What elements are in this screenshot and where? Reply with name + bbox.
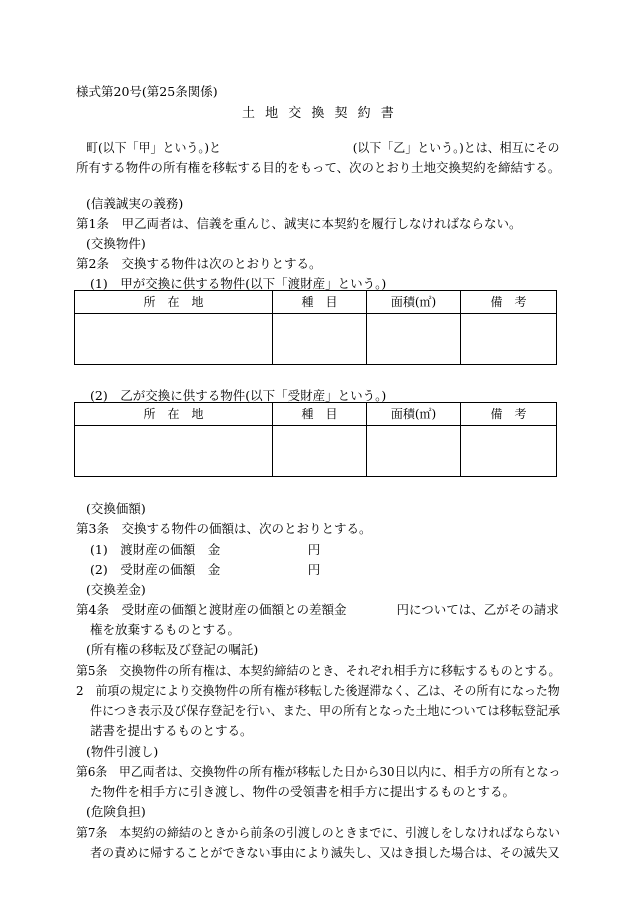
header-category: 種 目 [273, 403, 367, 426]
article-5-heading: (所有権の移転及び登記の嘱託) [86, 642, 259, 657]
header-location: 所 在 地 [75, 403, 273, 426]
header-category: 種 目 [273, 291, 367, 314]
form-number: 様式第20号(第25条関係) [76, 84, 218, 99]
preamble-line-2: 所有する物件の所有権を移転する目的をもって、次のとおり土地交換契約を締結する。 [76, 160, 561, 175]
article-3-heading: (交換価額) [86, 501, 146, 516]
cell-remarks[interactable] [461, 426, 557, 477]
header-remarks: 備 考 [461, 403, 557, 426]
article-7-heading: (危険負担) [86, 804, 146, 819]
table-1-caption: (1) 甲が交換に供する物件(以下「渡財産」という。) [90, 276, 387, 291]
cell-category[interactable] [273, 314, 367, 365]
article-7-line-1: 第7条 本契約の締結のときから前条の引渡しのときまでに、引渡しをしなければならない [76, 825, 560, 840]
cell-area[interactable] [367, 314, 461, 365]
header-location: 所 在 地 [75, 291, 273, 314]
receive-property-table [74, 402, 557, 477]
table-row [75, 426, 557, 477]
article-6-heading: (物件引渡し) [86, 744, 159, 759]
article-2-text: 第2条 交換する物件は次のとおりとする。 [76, 256, 322, 271]
article-6-line-1: 第6条 甲乙両者は、交換物件の所有権が移転した日から30日以内に、相手方の所有となっ [76, 764, 561, 779]
document-title: 土 地 交 換 契 約 書 [242, 106, 397, 121]
article-1-text: 第1条 甲乙両者は、信義を重んじ、誠実に本契約を履行しなければならない。 [76, 216, 522, 231]
article-3-item-2: (2) 受財産の価額 金 円 [90, 562, 321, 577]
cell-location[interactable] [75, 314, 273, 365]
article-5-paragraph-2-line-2: 件につき表示及び保存登記を行い、また、甲の所有となった土地については移転登記承 [90, 703, 561, 718]
table-header-row [75, 403, 557, 426]
header-area: 面積(㎡) [367, 403, 461, 426]
table-header-row [75, 291, 557, 314]
article-1-heading: (信義誠実の義務) [86, 196, 184, 211]
article-4-heading: (交換差金) [86, 582, 146, 597]
cell-category[interactable] [273, 426, 367, 477]
cell-area[interactable] [367, 426, 461, 477]
table-2-caption: (2) 乙が交換に供する物件(以下「受財産」という。) [90, 388, 387, 403]
article-5-paragraph-2-line-3: 諾書を提出するものとする。 [90, 723, 253, 738]
article-5-paragraph-2-line-1: 2 前項の規定により交換物件の所有権が移転した後遅滞なく、乙は、その所有になった物 [76, 683, 560, 698]
article-6-line-2: た物件を相手方に引き渡し、物件の受領書を相手方に提出するものとする。 [90, 784, 516, 799]
article-5-text: 第5条 交換物件の所有権は、本契約締結のとき、それぞれ相手方に移転するものとする。 [76, 663, 561, 678]
article-3-text: 第3条 交換する物件の価額は、次のとおりとする。 [76, 521, 372, 536]
preamble-line-1: 町(以下「甲」という。)と (以下「乙」という。)とは、相互にその [86, 140, 560, 155]
header-area: 面積(㎡) [367, 291, 461, 314]
article-3-item-1: (1) 渡財産の価額 金 円 [90, 542, 321, 557]
article-4-line-1: 第4条 受財産の価額と渡財産の価額との差額金 円については、乙がその請求 [76, 602, 559, 617]
transfer-property-table [74, 290, 557, 365]
table-row [75, 314, 557, 365]
article-7-line-2: 者の責めに帰することができない事由により滅失し、又はき損した場合は、その滅失又 [90, 845, 560, 860]
cell-remarks[interactable] [461, 314, 557, 365]
article-4-line-2: 権を放棄するものとする。 [90, 622, 241, 637]
cell-location[interactable] [75, 426, 273, 477]
header-remarks: 備 考 [461, 291, 557, 314]
article-2-heading: (交換物件) [86, 236, 146, 251]
